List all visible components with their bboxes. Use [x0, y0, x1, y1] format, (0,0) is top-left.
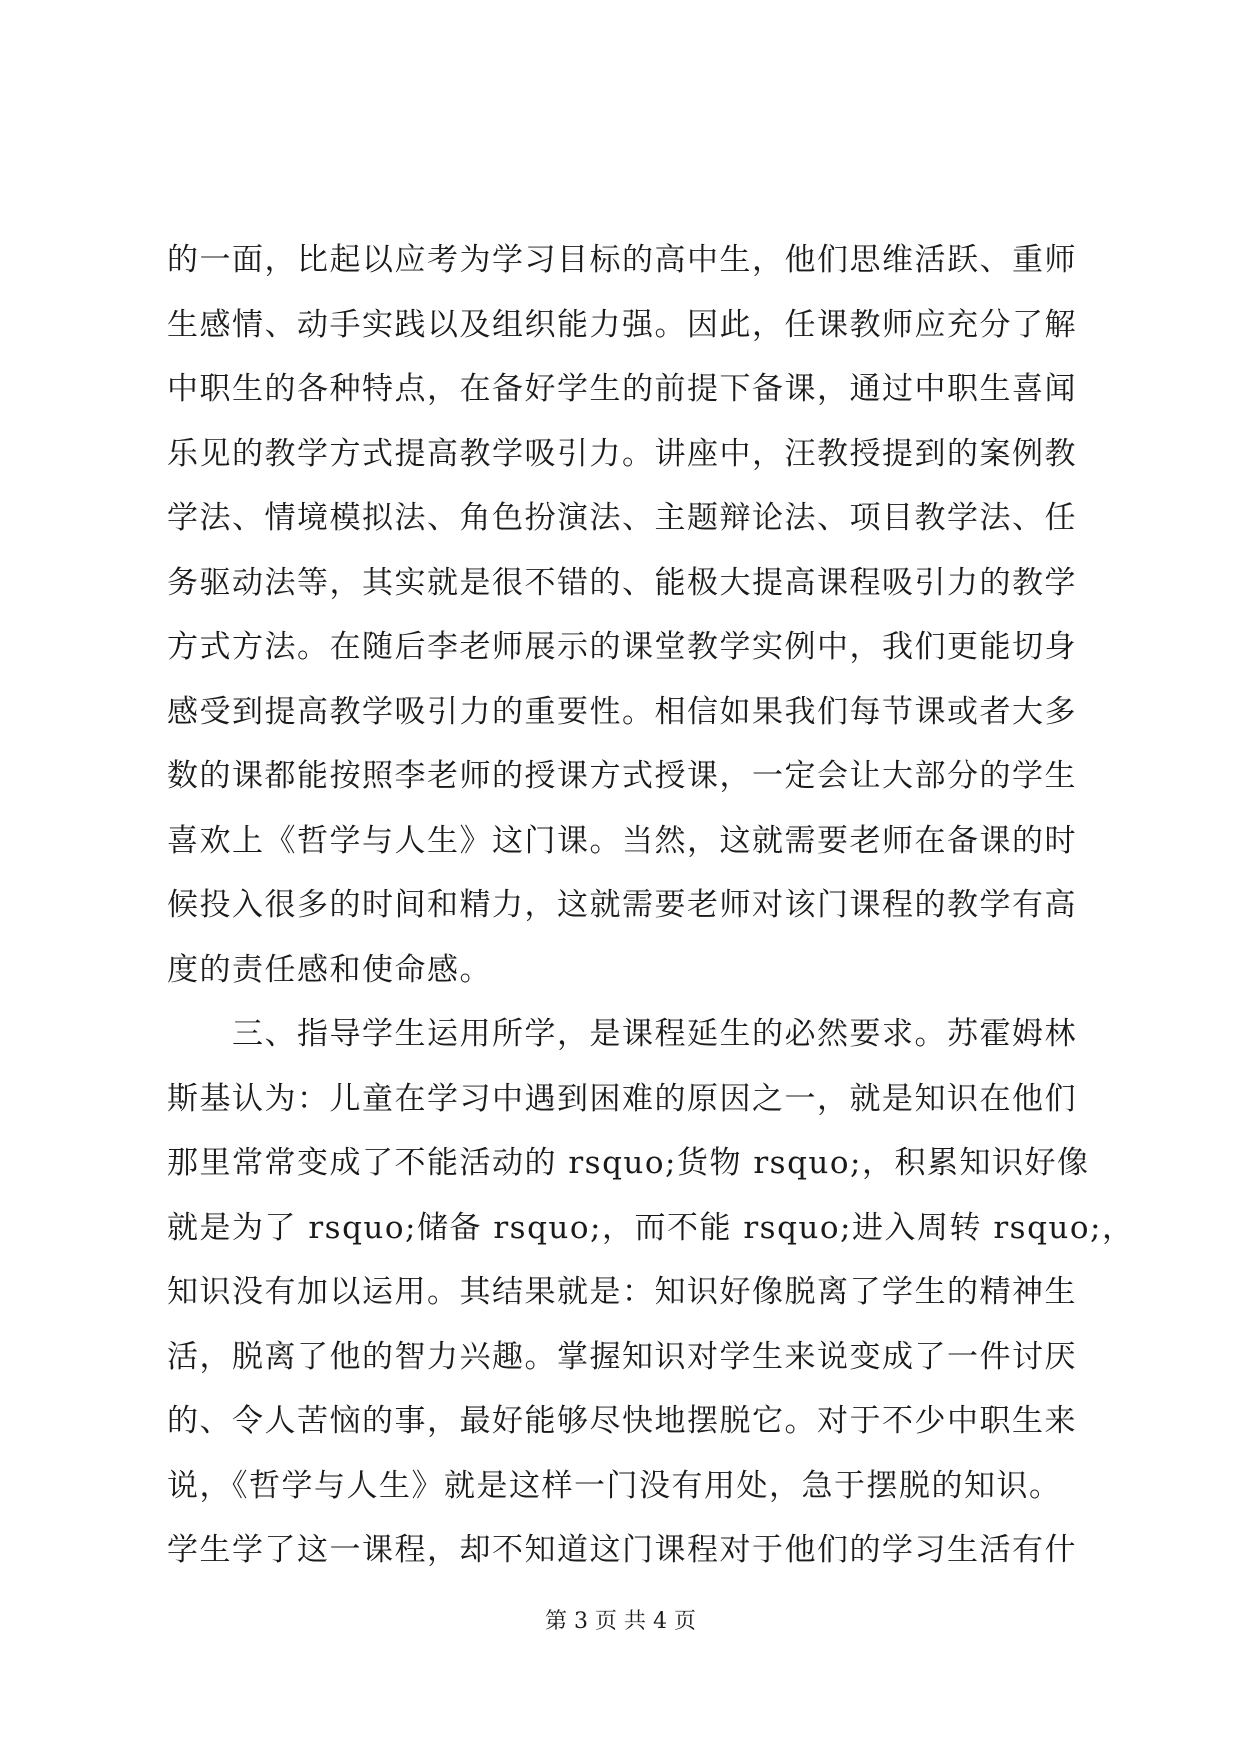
- text-line: 斯基认为：儿童在学习中遇到困难的原因之一，就是知识在他们: [167, 1080, 1077, 1117]
- text-line: 数的课都能按照李老师的授课方式授课，一定会让大部分的学生: [167, 758, 1077, 794]
- text-line: 中职生的各种特点，在备好学生的前提下备课，通过中职生喜闻: [167, 371, 1077, 407]
- text-line: 乐见的教学方式提高教学吸引力。讲座中，汪教授提到的案例教: [167, 435, 1077, 472]
- text-line: 活，脱离了他的智力兴趣。掌握知识对学生来说变成了一件讨厌: [167, 1338, 1077, 1375]
- text-line: 方式方法。在随后李老师展示的课堂教学实例中，我们更能切身: [167, 629, 1077, 665]
- text-line: 候投入很多的时间和精力，这就需要老师对该门课程的教学有高: [167, 887, 1077, 923]
- page-number-footer: 第 3 页 共 4 页: [545, 1609, 696, 1634]
- text-line: 务驱动法等，其实就是很不错的、能极大提高课程吸引力的教学: [167, 564, 1077, 601]
- text-line: 三、指导学生运用所学，是课程延生的必然要求。苏霍姆林: [167, 1016, 1077, 1052]
- text-line: 生感情、动手实践以及组织能力强。因此，任课教师应充分了解: [167, 306, 1077, 343]
- text-line: 感受到提高教学吸引力的重要性。相信如果我们每节课或者大多: [167, 693, 1077, 730]
- text-line: 喜欢上《哲学与人生》这门课。当然，这就需要老师在备课的时: [167, 822, 1077, 859]
- text-line: 那里常常变成了不能活动的 rsquo;货物 rsquo;，积累知识好像: [167, 1145, 1090, 1181]
- text-line: 就是为了 rsquo;储备 rsquo;，而不能 rsquo;进入周转 rsquo;，: [167, 1209, 1135, 1246]
- text-line: 学生学了这一课程，却不知道这门课程对于他们的学习生活有什: [167, 1532, 1077, 1568]
- text-line: 的、令人苦恼的事，最好能够尽快地摆脱它。对于不少中职生来: [167, 1403, 1077, 1439]
- document-body: [167, 228, 1135, 1583]
- text-line: 度的责任感和使命感。: [167, 951, 492, 988]
- text-line: 说，《哲学与人生》就是这样一门没有用处，急于摆脱的知识。: [167, 1467, 1062, 1504]
- text-line: 学法、情境模拟法、角色扮演法、主题辩论法、项目教学法、任: [167, 500, 1077, 536]
- text-line: 知识没有加以运用。其结果就是：知识好像脱离了学生的精神生: [167, 1274, 1077, 1310]
- text-line: 的一面，比起以应考为学习目标的高中生，他们思维活跃、重师: [167, 242, 1077, 278]
